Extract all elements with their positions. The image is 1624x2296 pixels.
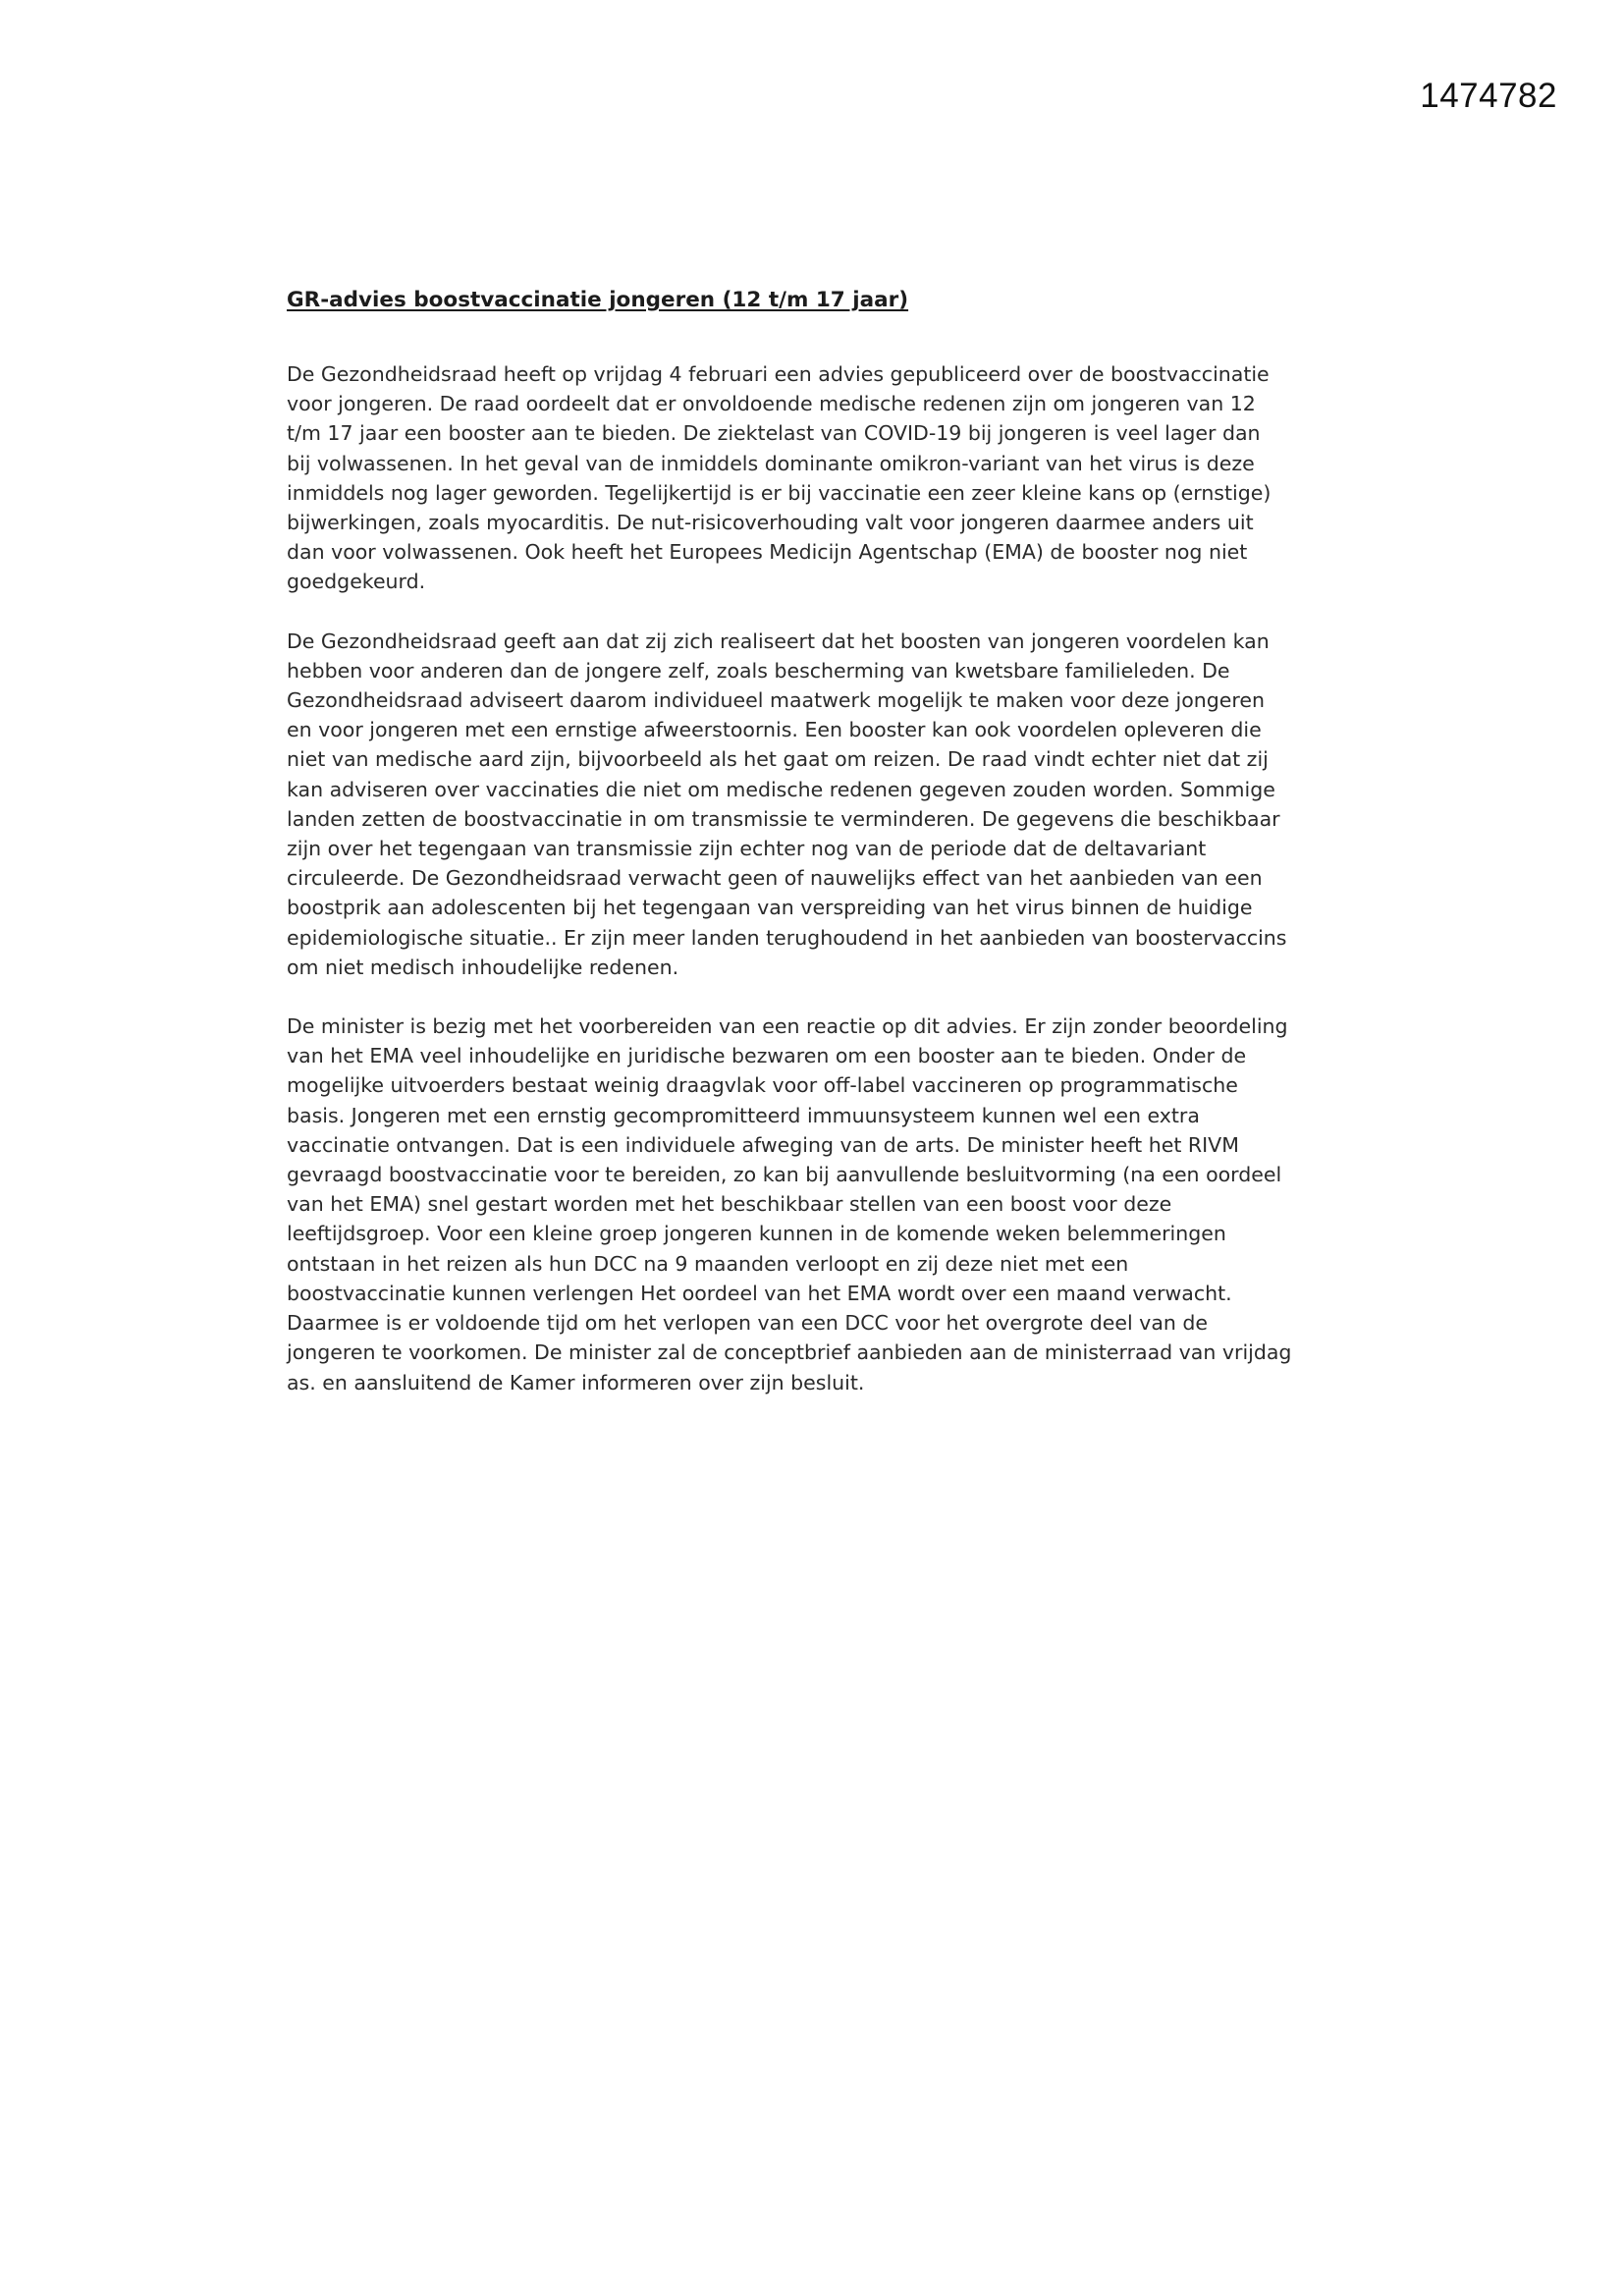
- document-body: [287, 285, 1367, 1427]
- document-title: GR-advies boostvaccinatie jongeren (12 t/m 17 jaar): [287, 288, 909, 312]
- paragraph-benefits-others: De Gezondheidsraad geeft aan dat zij zich realiseert dat het boosten van jongeren voordelen kan hebben voor anderen dan de jongere zelf, zoals bescherming van kwetsbare familieleden. De Gezondheidsraad adviseert daarom individueel maatwerk mogelijk te maken voor deze jongeren en voor jongeren met een ernstige afweerstoornis. Een booster kan ook voordelen opleveren die niet van medische aard zijn, bijvoorbeeld als het gaat om reizen. De raad vindt echter niet dat zij kan adviseren over vaccinaties die niet om medische redenen gegeven zouden worden. Sommige landen zetten de boostvaccinatie in om transmissie te verminderen. De gegevens die beschikbaar zijn over het tegengaan van transmissie zijn echter nog van de periode dat de deltavariant circuleerde. De Gezondheidsraad verwacht geen of nauwelijks effect van het aanbieden van een boostprik aan adolescenten bij het tegengaan van verspreiding van het virus binnen de huidige epidemiologische situatie.. Er zijn meer landen terughoudend in het aanbieden van boostervaccins om niet medisch inhoudelijke redenen.: [287, 629, 1287, 979]
- paragraph-minister-reaction: De minister is bezig met het voorbereiden van een reactie op dit advies. Er zijn zonder beoordeling van het EMA veel inhoudelijke en juridische bezwaren om een booster aan te bieden. Onder de mogelijke uitvoerders bestaat weinig draagvlak voor off-label vaccineren op programmatische basis. Jongeren met een ernstig gecompromitteerd immuunsysteem kunnen wel een extra vaccinatie ontvangen. Dat is een individuele afweging van de arts. De minister heeft het RIVM gevraagd boostvaccinatie voor te bereiden, zo kan bij aanvullende besluitvorming (na een oordeel van het EMA) snel gestart worden met het beschikbaar stellen van een boost voor deze leeftijdsgroep. Voor een kleine groep jongeren kunnen in de komende weken belemmeringen ontstaan in het reizen als hun DCC na 9 maanden verloopt en zij deze niet met een boostvaccinatie kunnen verlengen Het oordeel van het EMA wordt over een maand verwacht. Daarmee is er voldoende tijd om het verlopen van een DCC voor het overgrote deel van de jongeren te voorkomen. De minister zal de conceptbrief aanbieden aan de ministerraad van vrijdag as. en aansluitend de Kamer informeren over zijn besluit.: [287, 1014, 1292, 1394]
- document-number: 1474782: [1420, 77, 1557, 115]
- paragraph-gr-advice: De Gezondheidsraad heeft op vrijdag 4 februari een advies gepubliceerd over de boostvaccinatie voor jongeren. De raad oordeelt dat er onvoldoende medische redenen zijn om jongeren van 12 t/m 17 jaar een booster aan te bieden. De ziektelast van COVID-19 bij jongeren is veel lager dan bij volwassenen. In het geval van de inmiddels dominante omikron-variant van het virus is deze inmiddels nog lager geworden. Tegelijkertijd is er bij vaccinatie een zeer kleine kans op (ernstige) bijwerkingen, zoals myocarditis. De nut-risicoverhouding valt voor jongeren daarmee anders uit dan voor volwassenen. Ook heeft het Europees Medicijn Agentschap (EMA) de booster nog niet goedgekeurd.: [287, 362, 1272, 594]
